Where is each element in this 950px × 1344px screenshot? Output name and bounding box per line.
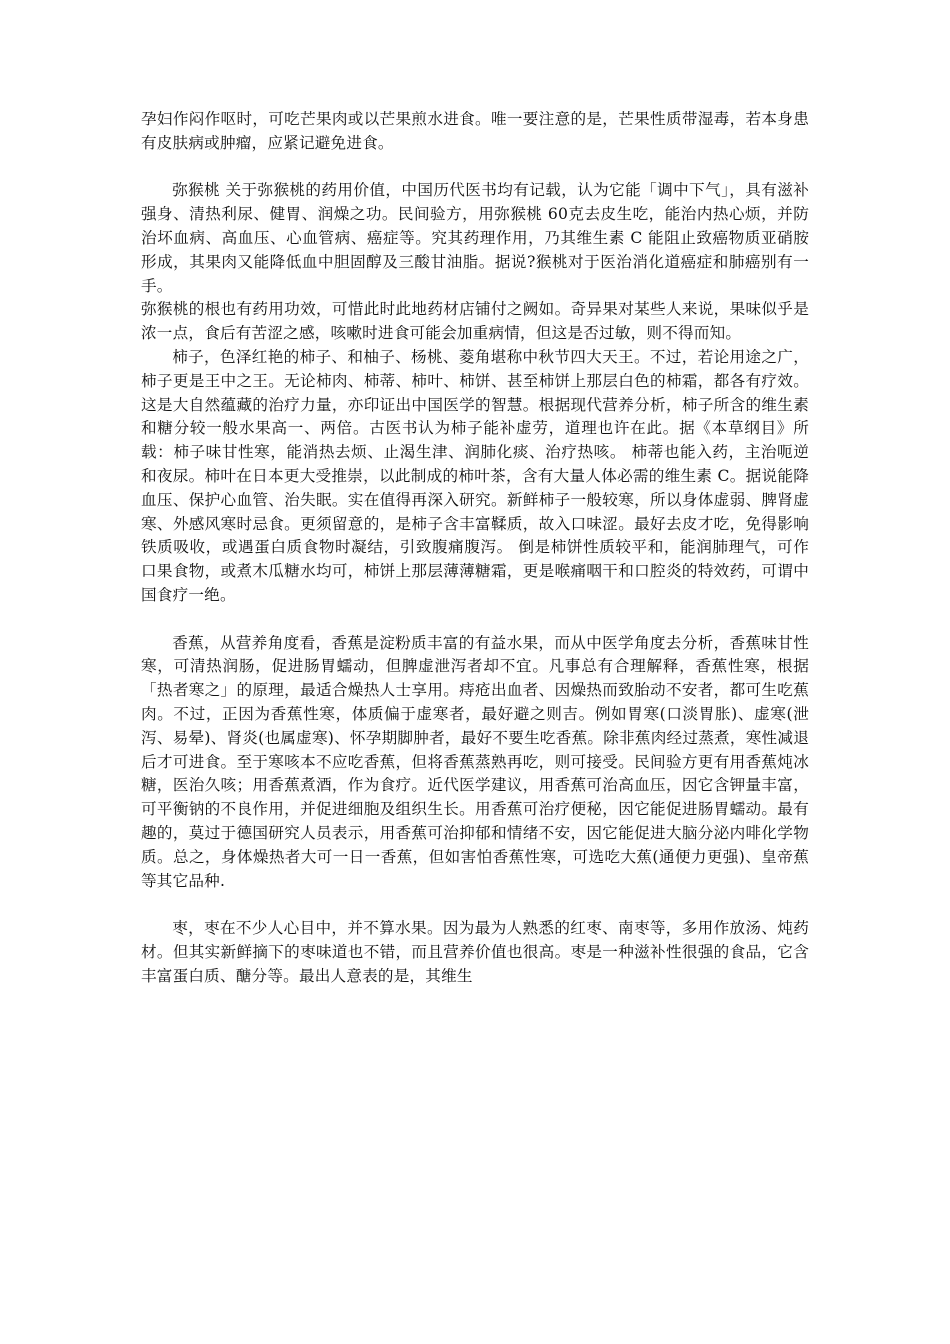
paragraph-kiwi: 弥猴桃 关于弥猴桃的药用价值，中国历代医书均有记载，认为它能「调中下气」，具有滋补强身、清热利尿、健胃、润燥之功。民间验方，用弥猴桃 60克去皮生吃，能治内热心烦，并防治坏血病、高血压、心血管病、癌症等。究其药理作用，乃其维生素 C 能阻止致癌物质亚硝胺形成，其果肉又能降低血中胆固醇及三酸甘油脂。据说?猴桃对于医治消化道癌症和肺癌别有一手。 — [141, 181, 809, 295]
paragraph-gap — [141, 608, 809, 632]
paragraph-banana: 香蕉，从营养角度看，香蕉是淀粉质丰富的有益水果，而从中医学角度去分析，香蕉味甘性寒，可清热润肠，促进肠胃蠕动，但脾虚泄泻者却不宜。凡事总有合理解释，香蕉性寒，根据「热者寒之」的原理，最适合燥热人士享用。痔疮出血者、因燥热而致胎动不安者，都可生吃蕉肉。不过，正因为香蕉性寒，体质偏于虚寒者，最好避之则吉。例如胃寒(口淡胃胀)、虚寒(泄泻、易晕)、肾炎(也属虚寒)、怀孕期脚肿者，最好不要生吃香蕉。除非蕉肉经过蒸煮，寒性减退后才可进食。至于寒咳本不应吃香蕉，但将香蕉蒸熟再吃，则可接受。民间验方更有用香蕉炖冰糖，医治久咳；用香蕉煮酒，作为食疗。近代医学建议，用香蕉可治高血压，因它含钾量丰富，可平衡钠的不良作用，并促进细胞及组织生长。用香蕉可治疗便秘，因它能促进肠胃蠕动。最有趣的，莫过于德国研究人员表示，用香蕉可治抑郁和情绪不安，因它能促进大脑分泌内啡化学物质。总之，身体燥热者大可一日一香蕉，但如害怕香蕉性寒，可选吃大蕉(通便力更强)、皇帝蕉等其它品种. — [141, 633, 809, 890]
paragraph-kiwi-root: 弥猴桃的根也有药用功效，可惜此时此地药材店铺付之阙如。奇异果对某些人来说，果味似乎是浓一点，食后有苦涩之感，咳嗽时进食可能会加重病情，但这是否过敏，则不得而知。 — [141, 300, 809, 343]
document-page — [141, 108, 809, 988]
paragraph-mango-end: 孕妇作闷作呕时，可吃芒果肉或以芒果煎水进食。唯一要注意的是，芒果性质带湿毒，若本身患有皮肤病或肿瘤，应紧记避免进食。 — [141, 110, 809, 152]
paragraph-jujube: 枣，枣在不少人心目中，并不算水果。因为最为人熟悉的红枣、南枣等，多用作放汤、炖药材。但其实新鲜摘下的枣味道也不错，而且营养价值也很高。枣是一种滋补性很强的食品，它含丰富蛋白质、醣分等。最出人意表的是，其维生 — [141, 919, 809, 985]
paragraph-gap — [141, 156, 809, 180]
paragraph-persimmon: 柿子，色泽红艳的柿子、和柚子、杨桃、菱角堪称中秋节四大天王。不过，若论用途之广，柿子更是王中之王。无论柿肉、柿蒂、柿叶、柿饼、甚至柿饼上那层白色的柿霜，都各有疗效。这是大自然蕴藏的治疗力量，亦印证出中国医学的智慧。根据现代营养分析，柿子所含的维生素和糖分较一般水果高一、两倍。古医书认为柿子能补虚劳，道理也许在此。据《本草纲目》所载：柿子味甘性寒，能消热去烦、止渴生津、润肺化痰、治疗热咳。 柿蒂也能入药，主治呃逆和夜尿。柿叶在日本更大受推崇，以此制成的柿叶茶，含有大量人体必需的维生素 C。据说能降血压、保护心血管、治失眠。实在值得再深入研究。新鲜柿子一般较寒，所以身体虚弱、脾肾虚寒、外感风寒时忌食。更须留意的，是柿子含丰富鞣质，故入口味涩。最好去皮才吃，免得影响铁质吸收，或遇蛋白质食物时凝结，引致腹痛腹泻。 倒是柿饼性质较平和，能润肺理气，可作口果食物，或煮木瓜糖水均可，柿饼上那层薄薄糖霜，更是喉痛咽干和口腔炎的特效药，可谓中国食疗一绝。 — [141, 347, 809, 604]
paragraph-gap — [141, 893, 809, 917]
